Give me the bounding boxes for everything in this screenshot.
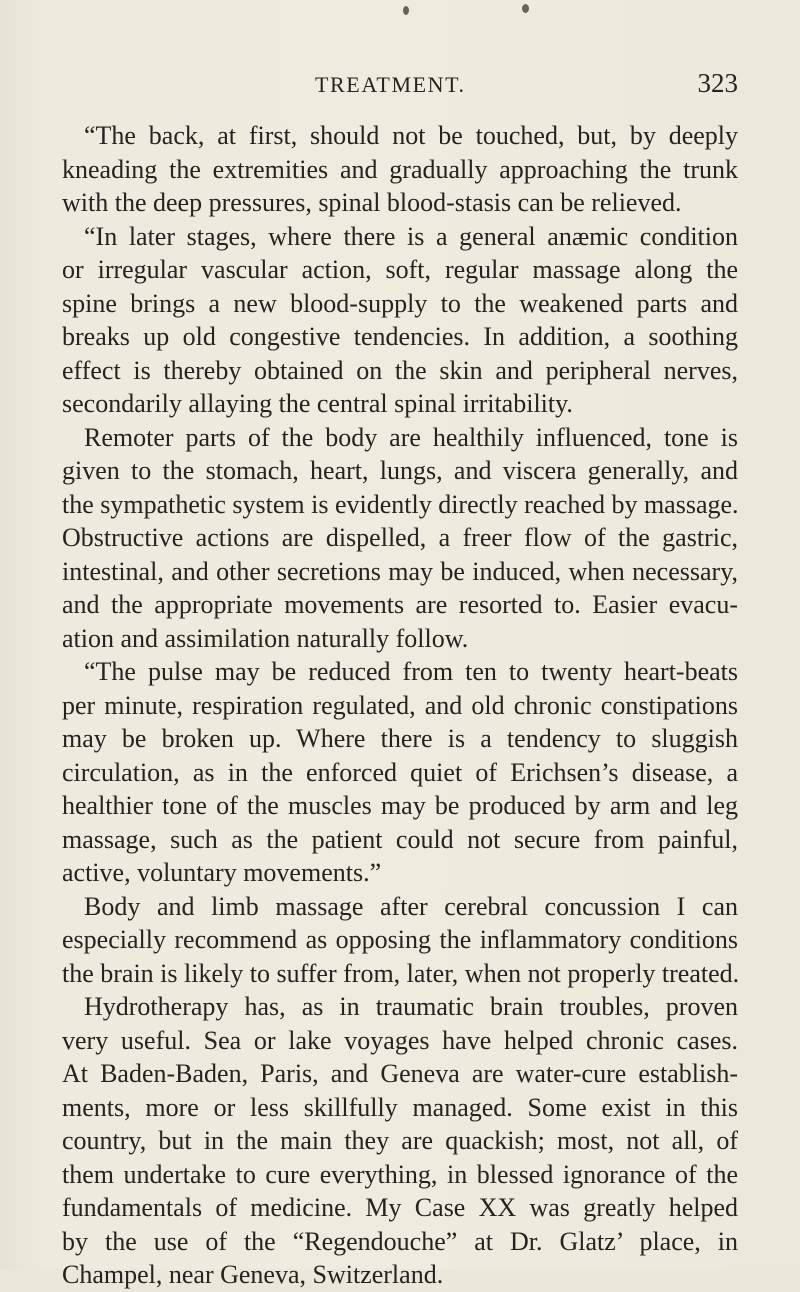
text-line: healthier tone of the muscles may be produced by arm and leg	[62, 791, 738, 820]
page-number: 323	[697, 68, 738, 98]
text-line: ation and assimilation naturally follow.	[62, 623, 469, 653]
text-line: may be broken up. Where there is a tendency to sluggish	[62, 724, 738, 753]
text-line: ments, more or less skillfully managed. Some exist in this	[62, 1092, 738, 1122]
text-line: them undertake to cure everything, in blessed ignorance of the	[62, 1159, 738, 1189]
text-line: Champel, near Geneva, Switzerland.	[62, 1260, 444, 1289]
text-line: massage, such as the patient could not secure from painful,	[62, 824, 738, 854]
text-line: Obstructive actions are dispelled, a freer flow of the gastric,	[62, 523, 738, 552]
text-line: given to the stomach, heart, lungs, and viscera generally, and	[62, 456, 738, 485]
body-text	[62, 119, 738, 1292]
text-line: “The pulse may be reduced from ten to twenty heart-beats	[84, 657, 738, 686]
text-line: especially recommend as opposing the inflammatory conditions	[62, 925, 738, 954]
text-line: or irregular vascular action, soft, regular massage along the	[62, 255, 738, 284]
text-line: fundamentals of medicine. My Case XX was greatly helped	[62, 1193, 738, 1222]
text-line: country, but in the main they are quackish; most, not all, of	[62, 1126, 738, 1155]
text-line: circulation, as in the enforced quiet of Erichsen’s disease, a	[62, 757, 738, 787]
text-line: active, voluntary movements.”	[62, 858, 382, 887]
ink-spot	[403, 6, 409, 15]
text-line: “The back, at first, should not be touched, but, by deeply	[84, 121, 738, 150]
text-line: the sympathetic system is evidently directly reached by massage.	[62, 489, 739, 519]
text-line: kneading the extremities and gradually approaching the trunk	[62, 154, 738, 184]
running-title: TREATMENT.	[315, 72, 466, 97]
text-line: and the appropriate movements are resorted to. Easier evacu-	[62, 590, 738, 619]
text-line: secondarily allaying the central spinal irritability.	[62, 389, 573, 418]
text-line: effect is thereby obtained on the skin and peripheral nerves,	[62, 355, 738, 385]
text-line: intestinal, and other secretions may be induced, when necessary,	[62, 556, 738, 586]
text-line: At Baden-Baden, Paris, and Geneva are water-cure establish-	[62, 1059, 738, 1088]
text-line: per minute, respiration regulated, and old chronic constipations	[62, 690, 738, 720]
ink-spot	[522, 4, 529, 13]
text-line: Body and limb massage after cerebral concussion I can	[84, 891, 738, 921]
text-line: spine brings a new blood-supply to the weakened parts and	[62, 288, 738, 318]
text-line: with the deep pressures, spinal blood-stasis can be relieved.	[62, 188, 682, 217]
text-line: very useful. Sea or lake voyages have helped chronic cases.	[62, 1025, 738, 1055]
text-line: Remoter parts of the body are healthily influenced, tone is	[84, 422, 738, 452]
text-line: breaks up old congestive tendencies. In addition, a soothing	[62, 322, 738, 351]
text-line: “In later stages, where there is a general anæmic condition	[84, 221, 738, 251]
text-line: the brain is likely to suffer from, later, when not properly treated.	[62, 958, 740, 988]
text-line: by the use of the “Regendouche” at Dr. Glatz’ place, in	[62, 1226, 738, 1256]
text-line: Hydrotherapy has, as in traumatic brain troubles, proven	[84, 992, 738, 1021]
